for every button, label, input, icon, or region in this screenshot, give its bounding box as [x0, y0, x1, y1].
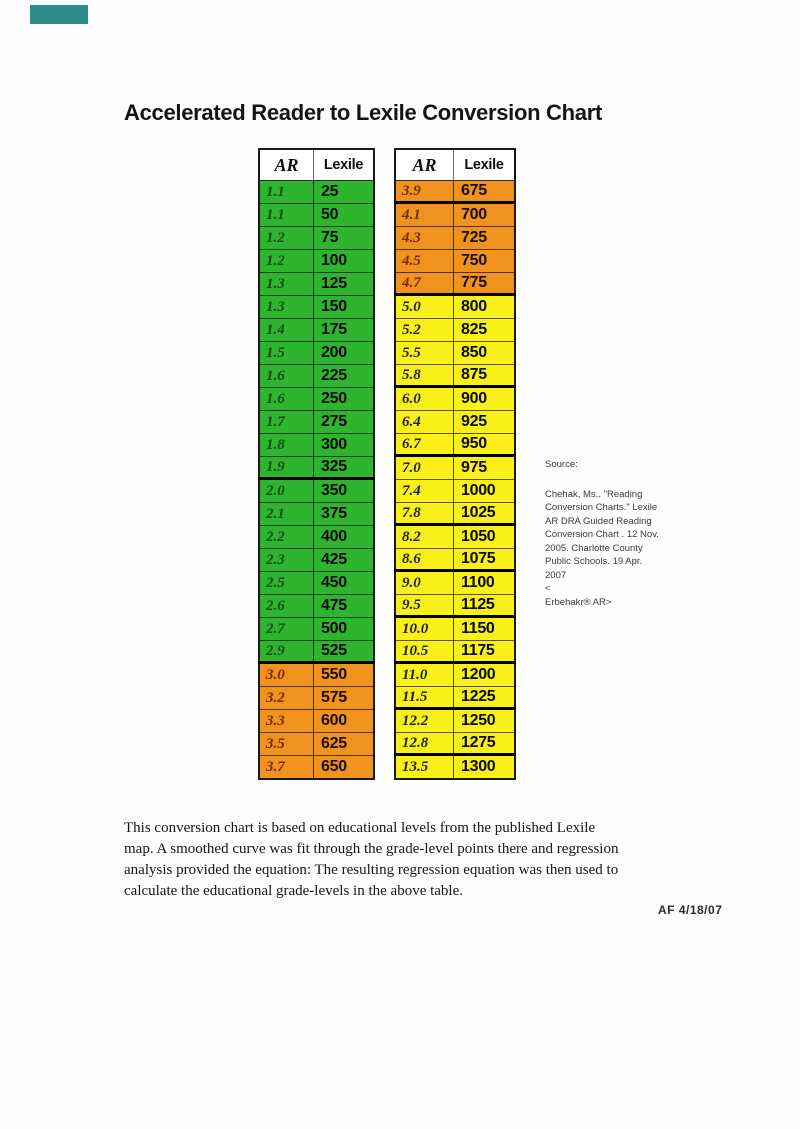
lexile-value: 375	[314, 503, 375, 526]
ar-value: 1.1	[259, 181, 314, 204]
lexile-value: 600	[314, 710, 375, 733]
lexile-value: 350	[314, 479, 375, 503]
ar-value: 3.9	[395, 181, 454, 203]
table-row	[395, 434, 515, 456]
ar-value: 1.9	[259, 457, 314, 479]
lexile-value: 700	[454, 203, 516, 227]
ar-value: 2.0	[259, 479, 314, 503]
ar-value: 12.2	[395, 709, 454, 733]
table-row	[395, 525, 515, 549]
lexile-value: 675	[454, 181, 516, 203]
lexile-value: 650	[314, 756, 375, 780]
table-row	[259, 733, 374, 756]
lexile-value: 625	[314, 733, 375, 756]
table-row	[259, 388, 374, 411]
source-line: <	[545, 583, 551, 594]
ar-value: 4.3	[395, 227, 454, 250]
table-row	[259, 756, 374, 780]
table-row	[395, 503, 515, 525]
ar-value: 7.8	[395, 503, 454, 525]
table-row	[395, 709, 515, 733]
ar-value: 3.3	[259, 710, 314, 733]
page-title: Accelerated Reader to Lexile Conversion Chart	[124, 100, 602, 125]
table-row	[259, 319, 374, 342]
ar-value: 3.7	[259, 756, 314, 780]
table-row	[259, 365, 374, 388]
lexile-value: 150	[314, 296, 375, 319]
ar-value: 12.8	[395, 733, 454, 755]
ar-value: 6.4	[395, 411, 454, 434]
lexile-value: 475	[314, 595, 375, 618]
ar-value: 1.4	[259, 319, 314, 342]
table-row	[395, 181, 515, 203]
lexile-value: 825	[454, 319, 516, 342]
lexile-value: 1300	[454, 755, 516, 780]
ar-value: 9.0	[395, 571, 454, 595]
ar-value: 2.9	[259, 641, 314, 663]
ar-value: 1.3	[259, 296, 314, 319]
ar-value: 1.2	[259, 250, 314, 273]
table-row	[259, 618, 374, 641]
table-row	[259, 710, 374, 733]
table-row	[259, 227, 374, 250]
lexile-value: 225	[314, 365, 375, 388]
ar-value: 3.5	[259, 733, 314, 756]
table-row	[259, 296, 374, 319]
ar-value: 1.7	[259, 411, 314, 434]
ar-value: 8.6	[395, 549, 454, 571]
table-row	[395, 617, 515, 641]
lexile-value: 50	[314, 204, 375, 227]
column-header-lexile: Lexile	[314, 149, 375, 181]
lexile-value: 1275	[454, 733, 516, 755]
table-header-row	[259, 149, 374, 181]
table-row	[259, 595, 374, 618]
ar-value: 4.1	[395, 203, 454, 227]
lexile-value: 325	[314, 457, 375, 479]
lexile-value: 25	[314, 181, 375, 204]
lexile-value: 175	[314, 319, 375, 342]
ar-value: 1.5	[259, 342, 314, 365]
lexile-value: 425	[314, 549, 375, 572]
table-row	[395, 755, 515, 780]
footnote-line: This conversion chart is based on educational levels from the published Lexile	[124, 820, 596, 836]
ar-value: 1.6	[259, 388, 314, 411]
table-row	[395, 456, 515, 480]
table-row	[395, 342, 515, 365]
table-header-row	[395, 149, 515, 181]
lexile-value: 1025	[454, 503, 516, 525]
ar-value: 1.3	[259, 273, 314, 296]
lexile-value: 500	[314, 618, 375, 641]
table-row	[259, 181, 374, 204]
table-row	[395, 663, 515, 687]
lexile-value: 925	[454, 411, 516, 434]
table-row	[259, 572, 374, 595]
table-row	[395, 365, 515, 387]
source-line: Erbehakr® AR>	[545, 596, 612, 608]
footnote-line: calculate the educational grade-levels in the above table.	[124, 883, 464, 899]
lexile-value: 300	[314, 434, 375, 457]
ar-value: 10.0	[395, 617, 454, 641]
ar-value: 2.2	[259, 526, 314, 549]
lexile-value: 575	[314, 687, 375, 710]
lexile-value: 850	[454, 342, 516, 365]
lexile-value: 1100	[454, 571, 516, 595]
ar-value: 13.5	[395, 755, 454, 780]
ar-value: 5.2	[395, 319, 454, 342]
lexile-value: 950	[454, 434, 516, 456]
teal-corner-badge	[30, 5, 88, 24]
table-row	[395, 641, 515, 663]
ar-value: 7.0	[395, 456, 454, 480]
lexile-value: 1150	[454, 617, 516, 641]
ar-value: 8.2	[395, 525, 454, 549]
table-row	[259, 503, 374, 526]
lexile-value: 125	[314, 273, 375, 296]
ar-value: 1.2	[259, 227, 314, 250]
ar-value: 2.5	[259, 572, 314, 595]
lexile-value: 900	[454, 387, 516, 411]
lexile-value: 450	[314, 572, 375, 595]
column-header-ar: AR	[259, 149, 314, 181]
lexile-value: 775	[454, 273, 516, 295]
source-block	[545, 458, 725, 609]
ar-value: 4.5	[395, 250, 454, 273]
footnote-line: analysis provided the equation: The resulting regression equation was then used to	[124, 862, 619, 878]
lexile-value: 1050	[454, 525, 516, 549]
footnote-paragraph	[124, 818, 724, 902]
column-header-ar: AR	[395, 149, 454, 181]
table-row	[395, 387, 515, 411]
ar-value: 9.5	[395, 595, 454, 617]
ar-value: 10.5	[395, 641, 454, 663]
footnote-line: map. A smoothed curve was fit through the grade-level points there and regression	[124, 841, 619, 857]
ar-value: 5.5	[395, 342, 454, 365]
ar-value: 2.1	[259, 503, 314, 526]
lexile-value: 1125	[454, 595, 516, 617]
table-row	[395, 250, 515, 273]
lexile-value: 550	[314, 663, 375, 687]
footer-initials-date: AF 4/18/07	[658, 903, 723, 917]
ar-value: 2.3	[259, 549, 314, 572]
lexile-value: 250	[314, 388, 375, 411]
table-row	[259, 250, 374, 273]
ar-value: 5.0	[395, 295, 454, 319]
table-row	[259, 526, 374, 549]
table-row	[395, 595, 515, 617]
table-row	[259, 479, 374, 503]
ar-value: 1.8	[259, 434, 314, 457]
table-row	[259, 411, 374, 434]
table-row	[395, 411, 515, 434]
ar-value: 6.0	[395, 387, 454, 411]
table-row	[395, 203, 515, 227]
lexile-value: 1175	[454, 641, 516, 663]
source-line: Chehak, Ms.. "Reading	[545, 488, 643, 500]
table-row	[395, 227, 515, 250]
ar-value: 1.6	[259, 365, 314, 388]
source-line: AR DRA Guided Reading	[545, 515, 652, 527]
ar-value: 3.2	[259, 687, 314, 710]
ar-value: 6.7	[395, 434, 454, 456]
lexile-value: 1000	[454, 480, 516, 503]
ar-value: 2.7	[259, 618, 314, 641]
table-row	[259, 549, 374, 572]
ar-value: 5.8	[395, 365, 454, 387]
lexile-value: 725	[454, 227, 516, 250]
ar-value: 11.0	[395, 663, 454, 687]
lexile-value: 100	[314, 250, 375, 273]
lexile-value: 1225	[454, 687, 516, 709]
lexile-value: 200	[314, 342, 375, 365]
ar-value: 1.1	[259, 204, 314, 227]
table-row	[395, 480, 515, 503]
table-row	[395, 319, 515, 342]
lexile-value: 750	[454, 250, 516, 273]
lexile-value: 975	[454, 456, 516, 480]
source-line: 2005. Charlotte County	[545, 542, 643, 554]
table-row	[395, 733, 515, 755]
table-row	[259, 641, 374, 663]
ar-value: 4.7	[395, 273, 454, 295]
source-label: Source:	[545, 459, 578, 470]
source-line: Conversion Chart . 12 Nov.	[545, 529, 659, 540]
lexile-value: 1200	[454, 663, 516, 687]
lexile-value: 1250	[454, 709, 516, 733]
table-row	[395, 273, 515, 295]
lexile-value: 525	[314, 641, 375, 663]
table-row	[259, 204, 374, 227]
table-row	[259, 342, 374, 365]
table-row	[259, 687, 374, 710]
source-line: Conversion Charts." Lexile	[545, 502, 658, 513]
lexile-value: 800	[454, 295, 516, 319]
conversion-table-left	[258, 148, 375, 780]
table-row	[395, 295, 515, 319]
lexile-value: 75	[314, 227, 375, 250]
table-row	[395, 571, 515, 595]
ar-value: 2.6	[259, 595, 314, 618]
ar-value: 11.5	[395, 687, 454, 709]
lexile-value: 1075	[454, 549, 516, 571]
lexile-value: 275	[314, 411, 375, 434]
ar-value: 3.0	[259, 663, 314, 687]
table-row	[259, 273, 374, 296]
lexile-value: 400	[314, 526, 375, 549]
source-line: 2007	[545, 569, 567, 581]
table-row	[395, 549, 515, 571]
table-row	[395, 687, 515, 709]
ar-value: 7.4	[395, 480, 454, 503]
table-row	[259, 663, 374, 687]
source-line: Public Schools. 19 Apr.	[545, 556, 643, 567]
conversion-table-right	[394, 148, 516, 780]
table-row	[259, 457, 374, 479]
table-row	[259, 434, 374, 457]
lexile-value: 875	[454, 365, 516, 387]
column-header-lexile: Lexile	[454, 149, 516, 181]
source-citation	[545, 488, 725, 610]
